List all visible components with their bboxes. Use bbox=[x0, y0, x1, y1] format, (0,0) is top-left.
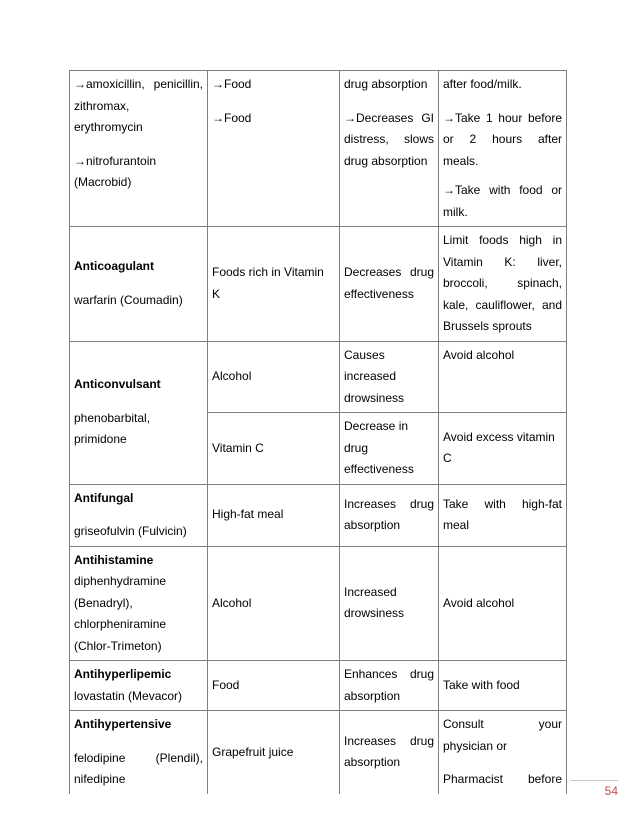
effect-text: drug absorption bbox=[344, 77, 428, 91]
effect-text: Decrease in drug effectiveness bbox=[344, 419, 414, 476]
interaction-line: →Food bbox=[212, 110, 252, 125]
interaction-text: Alcohol bbox=[212, 369, 252, 383]
drug-cell bbox=[70, 71, 208, 227]
effect-text: Increases drug absorption bbox=[344, 496, 434, 532]
interaction-cell bbox=[208, 341, 340, 413]
drug-cell bbox=[70, 484, 208, 546]
drug-class-heading: Anticoagulant bbox=[74, 259, 154, 274]
interaction-cell bbox=[208, 484, 340, 546]
advice-text: Take with high-fat meal bbox=[443, 496, 562, 532]
interaction-text: Food bbox=[212, 677, 240, 692]
advice-cell bbox=[439, 71, 567, 227]
table-row bbox=[70, 341, 567, 413]
effect-text: Enhances drug absorption bbox=[344, 667, 434, 703]
interaction-cell bbox=[208, 711, 340, 794]
advice-cell bbox=[439, 711, 567, 794]
drug-line: (Chlor-Trimeton) bbox=[74, 638, 162, 653]
effect-text: Causes increased drowsiness bbox=[344, 347, 405, 405]
effect-text: Increased drowsiness bbox=[344, 584, 405, 621]
footer-divider bbox=[570, 780, 618, 781]
effect-cell bbox=[340, 484, 439, 546]
interaction-text: High-fat meal bbox=[212, 507, 284, 522]
advice-cell bbox=[439, 341, 567, 413]
effect-cell bbox=[340, 227, 439, 342]
interaction-cell bbox=[208, 71, 340, 227]
advice-text: Pharmacist before bbox=[443, 772, 562, 786]
drug-line: chlorpheniramine bbox=[74, 617, 167, 631]
interaction-text: Foods rich in Vitamin K bbox=[212, 265, 324, 301]
table-row bbox=[70, 546, 567, 661]
drug-line: (Benadryl), bbox=[74, 595, 133, 610]
effect-cell bbox=[340, 661, 439, 711]
table-row bbox=[70, 71, 567, 227]
advice-cell bbox=[439, 661, 567, 711]
advice-text: Consult your physician or bbox=[443, 717, 562, 753]
drug-line: (Macrobid) bbox=[74, 175, 132, 189]
page-number: 54 bbox=[604, 784, 618, 798]
drug-class-heading: Antihypertensive bbox=[74, 717, 172, 731]
drug-class-heading: Antihyperlipemic bbox=[74, 667, 172, 681]
drug-cell bbox=[70, 341, 208, 484]
advice-text: Avoid excess vitamin C bbox=[443, 429, 555, 466]
advice-text: Take with food bbox=[443, 677, 520, 692]
advice-cell bbox=[439, 484, 567, 546]
drug-name: griseofulvin (Fulvicin) bbox=[74, 524, 187, 538]
drug-cell bbox=[70, 227, 208, 342]
effect-cell bbox=[340, 413, 439, 485]
effect-cell bbox=[340, 546, 439, 661]
drug-class-heading: Anticonvulsant bbox=[74, 377, 161, 392]
advice-cell bbox=[439, 413, 567, 485]
effect-cell bbox=[340, 711, 439, 794]
effect-text: Increases drug absorption bbox=[344, 733, 434, 770]
drug-cell bbox=[70, 661, 208, 711]
interaction-text: Alcohol bbox=[212, 595, 252, 610]
advice-text: Avoid alcohol bbox=[443, 595, 515, 610]
drug-line: diphenhydramine bbox=[74, 574, 167, 588]
drug-cell bbox=[70, 711, 208, 794]
interaction-cell bbox=[208, 227, 340, 342]
effect-cell bbox=[340, 341, 439, 413]
drug-name: felodipine (Plendil), nifedipine bbox=[74, 750, 203, 786]
interaction-cell bbox=[208, 546, 340, 661]
advice-text: →Take 1 hour before or 2 hours after meals. bbox=[443, 110, 562, 168]
drug-line: →nitrofurantoin bbox=[74, 153, 157, 168]
advice-text: →Take with food or milk. bbox=[443, 183, 562, 219]
interaction-cell bbox=[208, 661, 340, 711]
drug-cell bbox=[70, 546, 208, 661]
drug-name: phenobarbital, primidone bbox=[74, 410, 151, 447]
drug-line: zithromax, bbox=[74, 98, 130, 113]
table-row bbox=[70, 711, 567, 794]
advice-text: Limit foods high in Vitamin K: liver, broccoli, spinach, kale, cauliflower, and Brussels sprouts bbox=[443, 233, 562, 333]
drug-class-heading: Antihistamine bbox=[74, 552, 154, 567]
advice-text: after food/milk. bbox=[443, 77, 522, 91]
interaction-text: Grapefruit juice bbox=[212, 744, 294, 759]
interaction-cell bbox=[208, 413, 340, 485]
drug-line: erythromycin bbox=[74, 120, 143, 134]
interaction-text: Vitamin C bbox=[212, 440, 264, 455]
advice-cell bbox=[439, 227, 567, 342]
effect-text: →Decreases GI distress, slows drug absorption bbox=[344, 110, 434, 168]
drug-name: warfarin (Coumadin) bbox=[74, 292, 183, 307]
drug-interaction-table bbox=[69, 70, 567, 794]
effect-cell bbox=[340, 71, 439, 227]
effect-text: Decreases drug effectiveness bbox=[344, 265, 434, 301]
drug-name: lovastatin (Mevacor) bbox=[74, 688, 183, 703]
advice-cell bbox=[439, 546, 567, 661]
interaction-line: →Food bbox=[212, 77, 252, 91]
table-row bbox=[70, 484, 567, 546]
table-row bbox=[70, 227, 567, 342]
table-row bbox=[70, 661, 567, 711]
advice-text: Avoid alcohol bbox=[443, 347, 515, 362]
drug-class-heading: Antifungal bbox=[74, 490, 134, 505]
drug-line: →amoxicillin, penicillin, bbox=[74, 77, 203, 91]
